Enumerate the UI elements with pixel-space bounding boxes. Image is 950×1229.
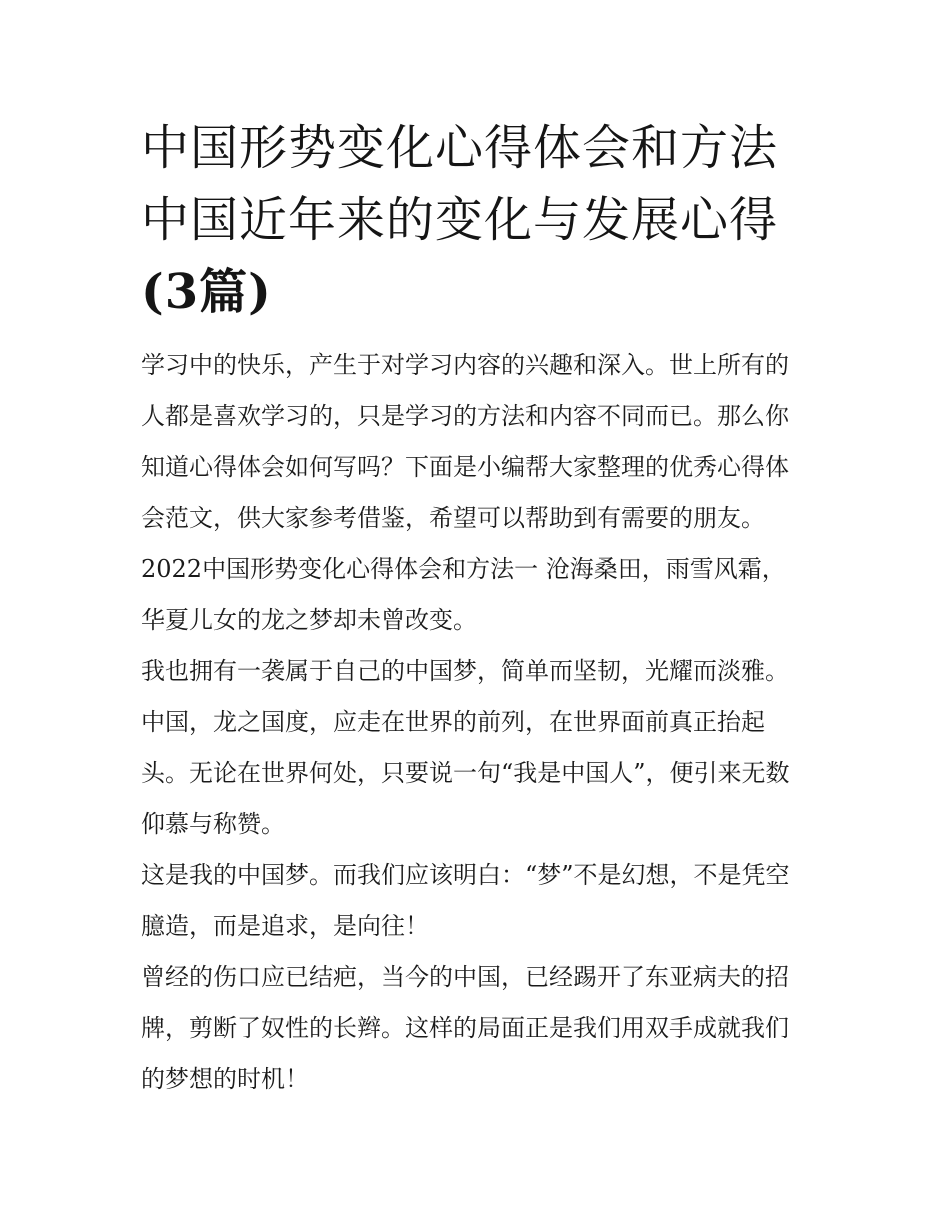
title-line: 中国近年来的变化与发展心得 (141, 192, 779, 248)
text-line: 臆造，而是追求，是向往！ (141, 912, 429, 940)
paragraph (141, 646, 821, 850)
text-line: 我也拥有一袭属于自己的中国梦，简单而坚韧，光耀而淡雅。 (141, 657, 789, 685)
text-line: 中国，龙之国度，应走在世界的前列，在世界面前真正抬起 (141, 708, 765, 736)
text-line: 的梦想的时机！ (141, 1065, 309, 1093)
text-line: 牌，剪断了奴性的长辫。这样的局面正是我们用双手成就我们 (141, 1014, 789, 1042)
text-line: 这是我的中国梦。而我们应该明白：“梦”不是幻想，不是凭空 (141, 861, 790, 889)
paragraph (141, 544, 821, 646)
text-line: 知道心得体会如何写吗？下面是小编帮大家整理的优秀心得体 (141, 453, 789, 481)
text-line: 学习中的快乐，产生于对学习内容的兴趣和深入。世上所有的 (141, 351, 789, 379)
paragraph (141, 850, 821, 952)
text-line: 头。无论在世界何处，只要说一句“我是中国人”，便引来无数 (141, 759, 790, 787)
paragraph (141, 340, 821, 544)
text-line: 华夏儿女的龙之梦却未曾改变。 (141, 606, 477, 634)
paragraph (141, 952, 821, 1105)
document-title (141, 112, 821, 328)
title-line: (3篇) (141, 264, 272, 320)
text-line: 曾经的伤口应已结疤，当今的中国，已经踢开了东亚病夫的招 (141, 963, 789, 991)
document-body (141, 340, 821, 1105)
title-line: 中国形势变化心得体会和方法 (141, 120, 779, 176)
text-line: 2022中国形势变化心得体会和方法一 沧海桑田，雨雪风霜， (141, 555, 786, 583)
text-line: 人都是喜欢学习的，只是学习的方法和内容不同而已。那么你 (141, 402, 789, 430)
document-content (141, 112, 821, 1105)
text-line: 会范文，供大家参考借鉴，希望可以帮助到有需要的朋友。 (141, 504, 765, 532)
text-line: 仰慕与称赞。 (141, 810, 285, 838)
